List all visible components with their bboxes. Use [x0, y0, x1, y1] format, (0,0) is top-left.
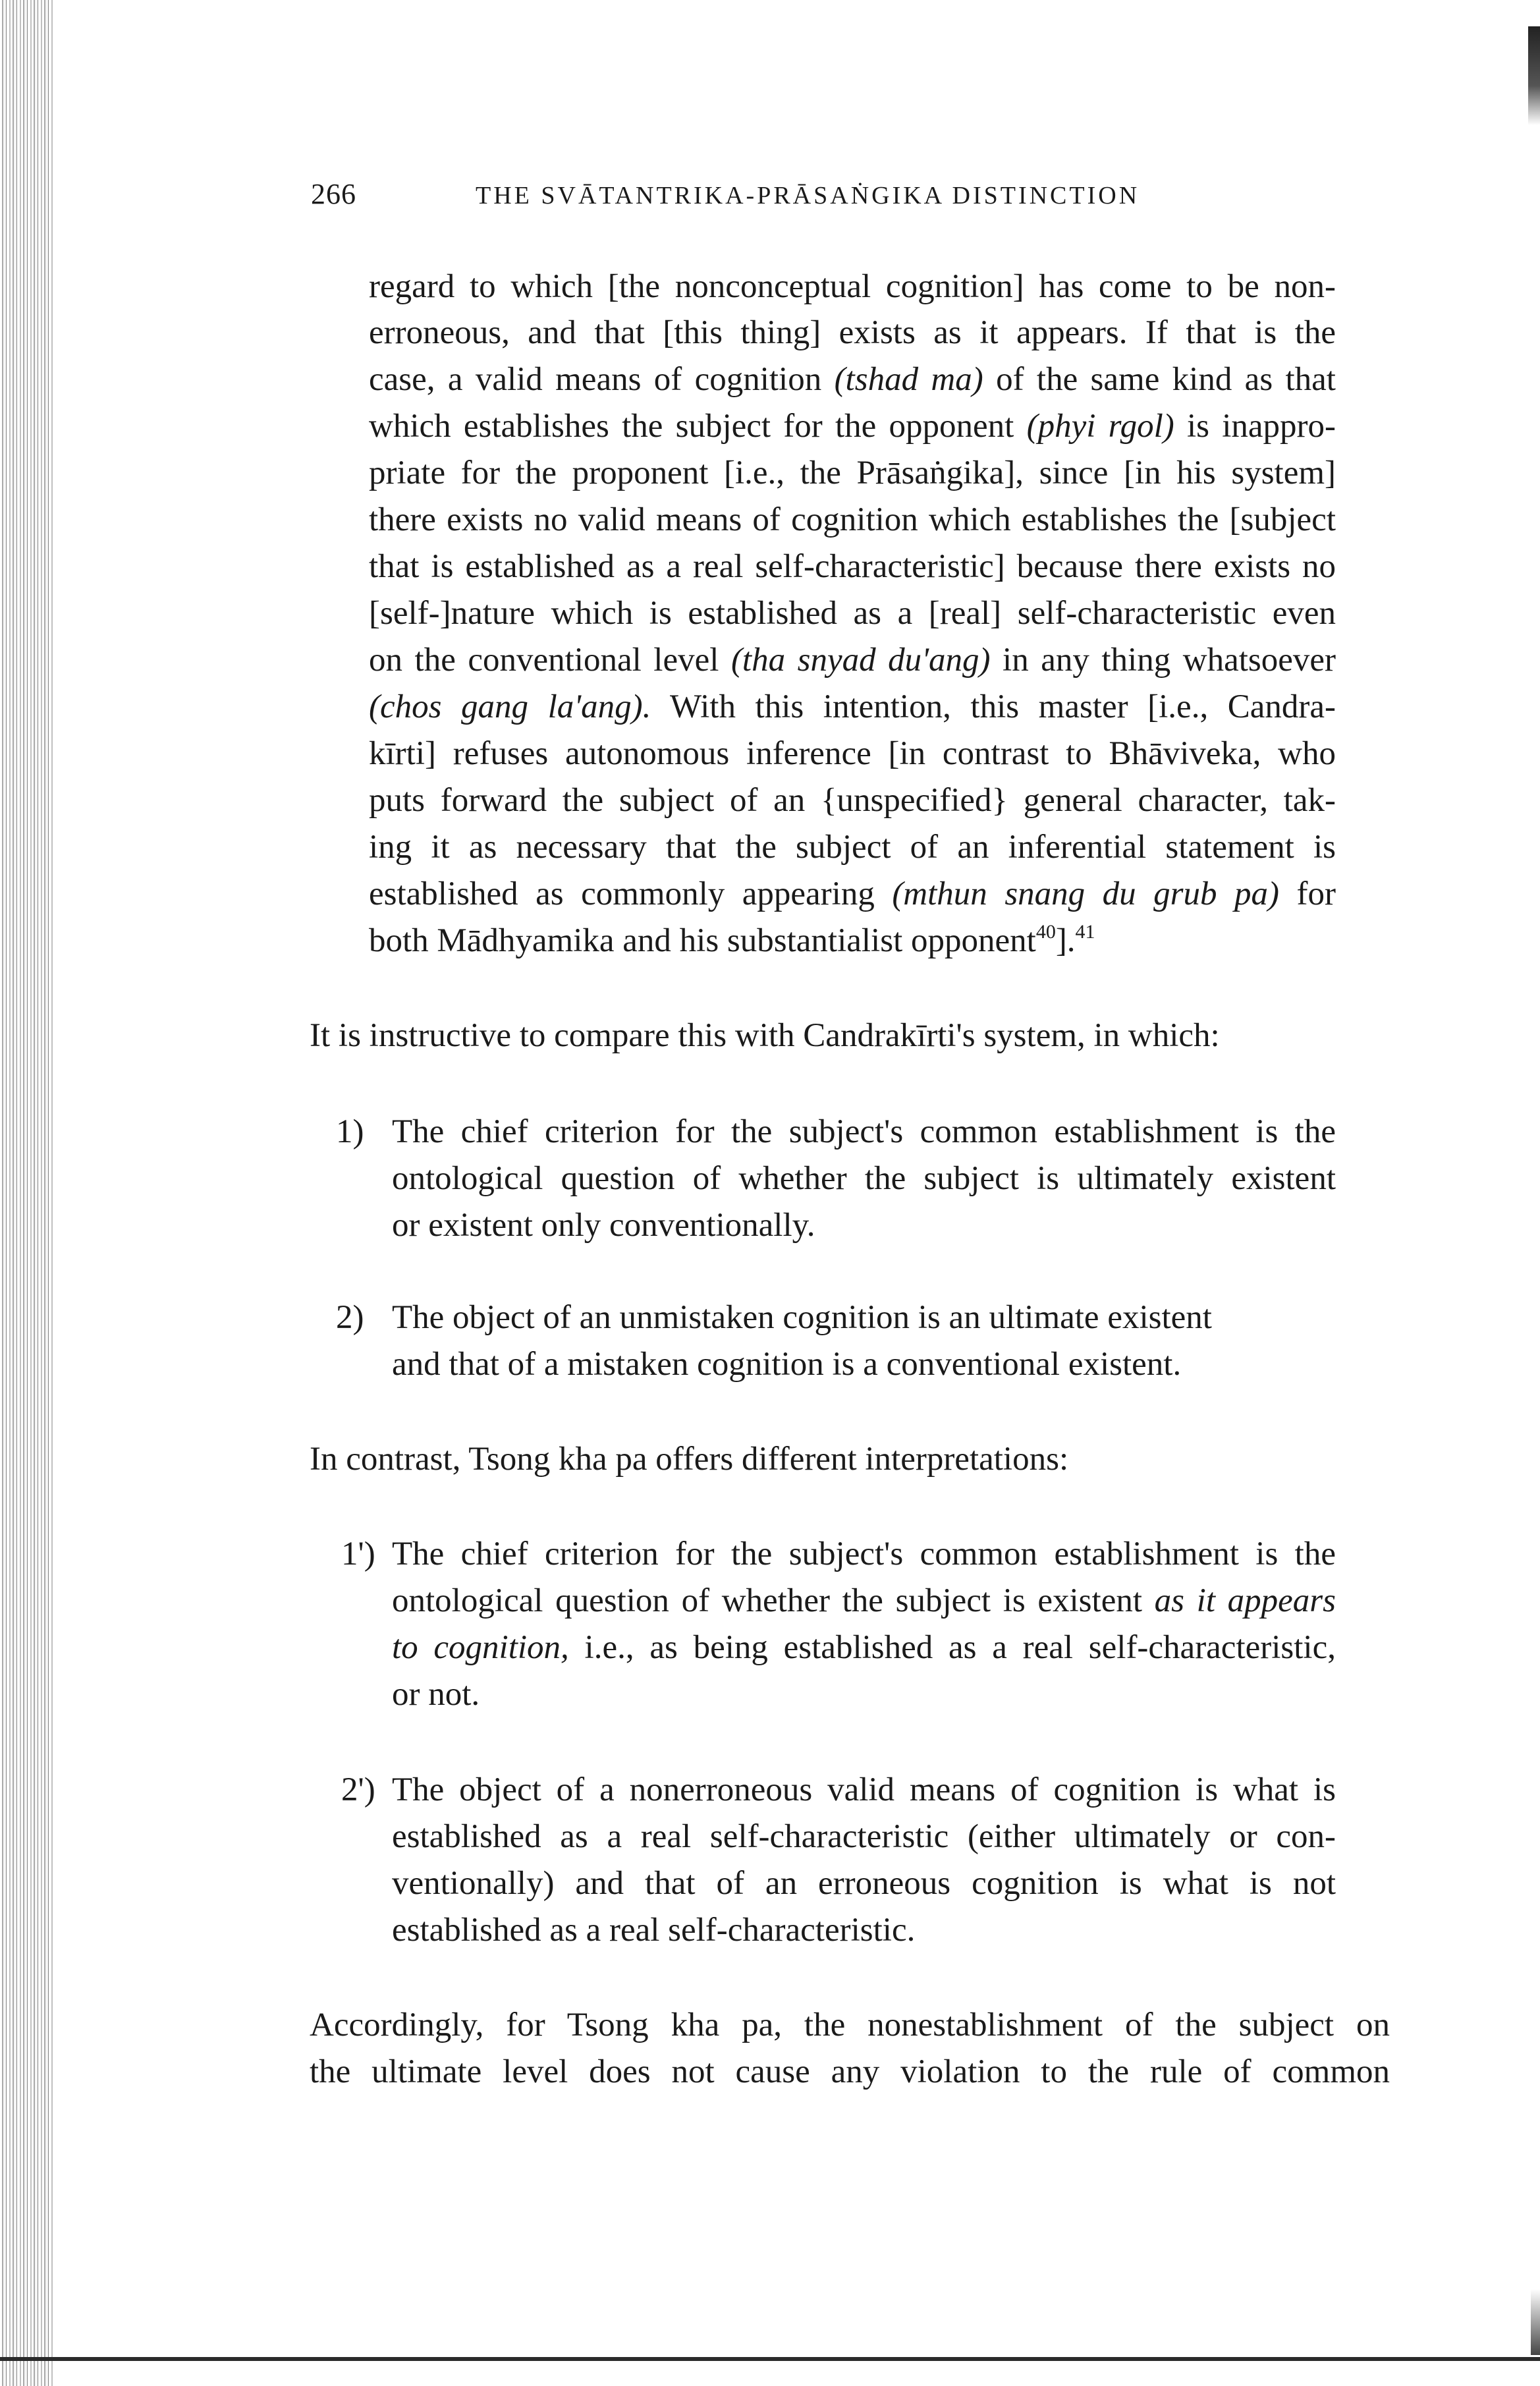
tibetan-term: (tshad ma)	[834, 361, 983, 398]
list-item-line: The chief criterion for the subject's common establishment is the	[392, 1536, 1336, 1572]
body-paragraph: It is instructive to compare this with Candrakīrti's system, in which:	[310, 1017, 1220, 1054]
list-marker: 2')	[341, 1771, 375, 1808]
running-head	[311, 171, 1398, 217]
list-item-line: established as a real self-characteristic (either ultimately or con-	[392, 1818, 1336, 1855]
list-item-line: The object of an unmistaken cognition is an ultimate existent	[392, 1299, 1212, 1336]
quote-line-last: both Mādhyamika and his substantialist opponent$^{40}$].$^{41}$	[369, 921, 1095, 959]
quote-line: which establishes the subject for the opponent (phyi rgol) is inappro-	[369, 408, 1336, 445]
quote-line: erroneous, and that [this thing] exists as it appears. If that is the	[369, 314, 1336, 351]
quote-line: that is established as a real self-characteristic] because there exists no	[369, 548, 1336, 585]
list-item-line: or existent only conventionally.	[392, 1207, 815, 1244]
scan-binding-edge	[0, 0, 54, 2386]
list-item-line: ontological question of whether the subject is existent as it appears	[392, 1582, 1336, 1619]
quote-line: (chos gang la'ang). With this intention, this master [i.e., Candra-	[369, 688, 1336, 725]
list-marker: 1)	[336, 1113, 364, 1150]
quote-line: priate for the proponent [i.e., the Prāsaṅgika], since [in his system]	[369, 455, 1336, 491]
quote-line: established as commonly appearing (mthun snang du grub pa) for	[369, 875, 1336, 912]
tibetan-term: (chos gang la'ang).	[369, 688, 651, 725]
tibetan-term: (mthun snang du grub pa)	[892, 875, 1280, 912]
list-item-line: The chief criterion for the subject's common establishment is the	[392, 1113, 1336, 1150]
scan-corner-shadow-bottom	[1531, 2289, 1540, 2355]
body-paragraph: In contrast, Tsong kha pa offers different interpretations:	[310, 1441, 1069, 1478]
quote-line: kīrti] refuses autonomous inference [in contrast to Bhāviveka, who	[369, 735, 1336, 772]
list-marker: 1')	[341, 1536, 375, 1572]
list-marker: 2)	[336, 1299, 364, 1336]
body-line: Accordingly, for Tsong kha pa, the nonestablishment of the subject on	[310, 2007, 1390, 2043]
page-number: 266	[311, 178, 356, 210]
list-item-line: to cognition, i.e., as being established as a real self-characteristic,	[392, 1629, 1336, 1666]
scan-bottom-edge	[0, 2357, 1540, 2361]
body-line: the ultimate level does not cause any violation to the rule of common	[310, 2053, 1390, 2090]
list-item-line: ontological question of whether the subject is ultimately existent	[392, 1160, 1336, 1197]
quote-line: puts forward the subject of an {unspecified} general character, tak-	[369, 782, 1336, 819]
list-item-line: or not.	[392, 1676, 480, 1713]
scan-corner-shadow	[1528, 26, 1540, 125]
quote-line: case, a valid means of cognition (tshad ma) of the same kind as that	[369, 361, 1336, 398]
running-title: THE SVĀTANTRIKA-PRĀSAṄGIKA DISTINCTION	[476, 182, 1140, 209]
footnote-ref[interactable]: 40	[1035, 921, 1056, 943]
tibetan-term: (tha snyad du'ang)	[730, 642, 991, 679]
quote-line: on the conventional level (tha snyad du'ang) in any thing whatsoever	[369, 642, 1336, 679]
list-item-line: and that of a mistaken cognition is a conventional existent.	[392, 1346, 1182, 1383]
quote-line: ing it as necessary that the subject of an inferential statement is	[369, 829, 1336, 866]
footnote-ref[interactable]: 41	[1075, 921, 1095, 943]
quote-line: regard to which [the nonconceptual cognition] has come to be non-	[369, 268, 1336, 305]
list-item-line: ventionally) and that of an erroneous cognition is what is not	[392, 1865, 1336, 1902]
quote-line: [self-]nature which is established as a [real] self-characteristic even	[369, 595, 1336, 632]
quote-line: there exists no valid means of cognition which establishes the [subject	[369, 501, 1336, 538]
list-item-line: The object of a nonerroneous valid means of cognition is what is	[392, 1771, 1336, 1808]
list-item-line: established as a real self-characteristic.	[392, 1912, 916, 1949]
tibetan-term: (phyi rgol)	[1026, 408, 1174, 445]
